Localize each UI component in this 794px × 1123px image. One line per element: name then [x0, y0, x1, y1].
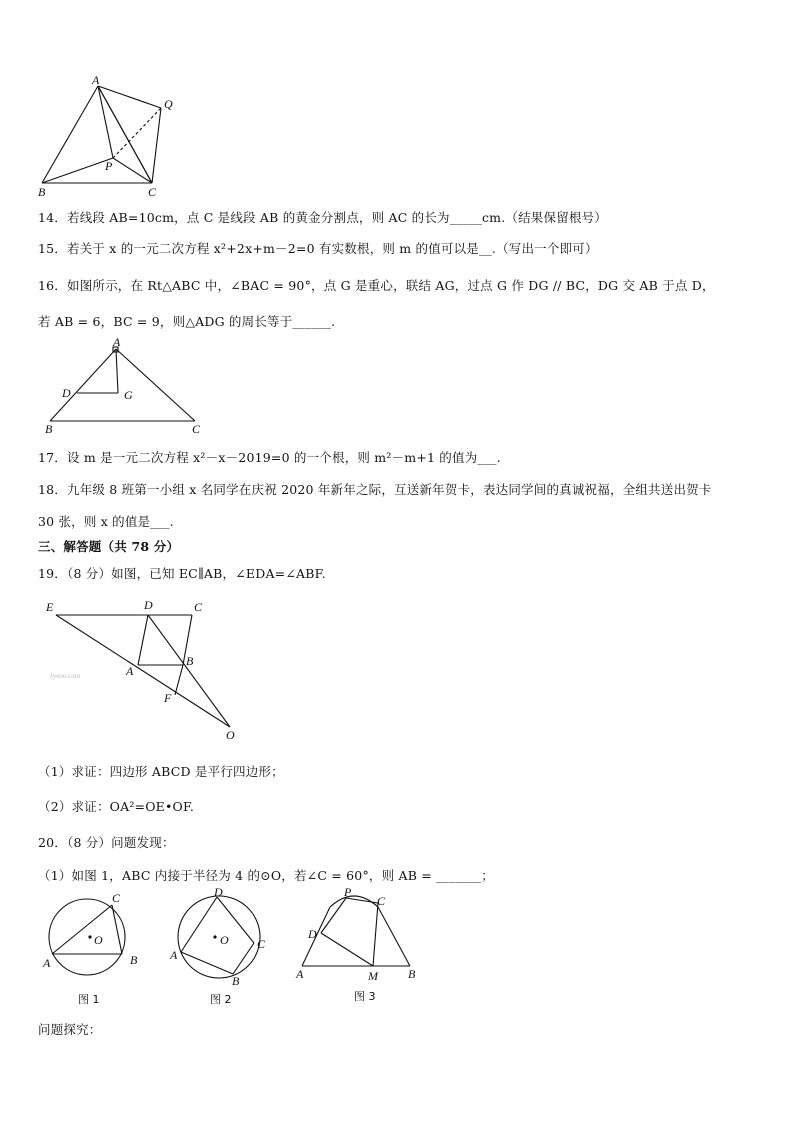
label-c: C	[194, 600, 203, 614]
explore-heading: 问题探究：	[38, 1022, 102, 1037]
question-18-line-1: 18．九年级 8 班第一小组 x 名同学在庆祝 2020 年新年之际，互送新年贺卡，表达同学间的真诚祝福，全组共送出贺卡	[38, 482, 712, 497]
label-f: F	[164, 691, 172, 705]
question-18-line-2: 30 张，则 x 的值是___.	[38, 514, 174, 529]
label-c: C	[192, 422, 201, 436]
c3-label-a: A	[296, 967, 304, 981]
label-d: D	[62, 386, 71, 400]
label-p: P	[105, 159, 113, 173]
c3-label-c: C	[377, 894, 386, 908]
question-17: 17．设 m 是一元二次方程 x²－x－2019=0 的一个根，则 m²－m+1 的值为___.	[38, 450, 501, 465]
watermark: Jyeoo.com	[50, 672, 81, 680]
c1-label-b: B	[130, 953, 138, 967]
label-b: B	[38, 185, 46, 199]
question-16-line-1: 16．如图所示，在 Rt△ABC 中，∠BAC = 90°，点 G 是重心，联结 AG，过点 G 作 DG // BC，DG 交 AB 于点 D，	[38, 278, 715, 293]
c1-label-c: C	[112, 891, 121, 905]
label-q: Q	[164, 97, 173, 111]
question-15: 15．若关于 x 的一元二次方程 x²+2x+m－2=0 有实数根，则 m 的值可以是__.（写出一个即可）	[38, 241, 598, 256]
c2-label-b: B	[232, 974, 240, 988]
caption-fig-1: 图 1	[78, 993, 100, 1006]
figure-triangle-pq	[30, 70, 190, 200]
c1-label-a: A	[43, 956, 51, 970]
label-a: A	[92, 73, 100, 87]
label-d: D	[144, 598, 153, 612]
question-19: 19．（8 分）如图，已知 EC∥AB，∠EDA=∠ABF.	[38, 566, 326, 581]
figure-right-triangle-dg	[40, 335, 215, 440]
question-16-line-2: 若 AB = 6，BC = 9，则△ADG 的周长等于______.	[38, 314, 336, 329]
c3-label-m: M	[368, 969, 378, 983]
question-14: 14．若线段 AB=10cm，点 C 是线段 AB 的黄金分割点，则 AC 的长为_____cm.（结果保留根号）	[38, 210, 608, 225]
c1-label-o: O	[94, 933, 103, 947]
figure-circles	[38, 885, 428, 1010]
question-20-part-1: （1）如图 1，ABC 内接于半径为 4 的⊙O，若∠C = 60°，则 AB = _______；	[38, 868, 494, 883]
section-three-heading: 三、解答题（共 78 分）	[38, 539, 180, 554]
label-g: G	[124, 388, 133, 402]
c2-label-c: C	[257, 937, 266, 951]
question-20: 20．（8 分）问题发现：	[38, 835, 175, 850]
label-o: O	[226, 728, 235, 742]
label-a: A	[113, 335, 121, 349]
c3-label-d: D	[308, 927, 317, 941]
c2-label-a: A	[170, 948, 178, 962]
c3-label-p: P	[344, 885, 352, 899]
c2-label-o: O	[220, 933, 229, 947]
label-b: B	[186, 654, 194, 668]
label-e: E	[46, 600, 54, 614]
figure-parallelogram-eo	[40, 595, 250, 745]
label-c: C	[148, 185, 157, 199]
caption-fig-2: 图 2	[210, 993, 232, 1006]
question-19-part-2: （2）求证：OA²=OE•OF.	[38, 799, 195, 814]
c2-label-d: D	[214, 885, 223, 899]
label-b: B	[45, 422, 53, 436]
label-a: A	[126, 664, 134, 678]
c3-label-b: B	[408, 967, 416, 981]
caption-fig-3: 图 3	[354, 990, 376, 1003]
question-19-part-1: （1）求证：四边形 ABCD 是平行四边形；	[38, 764, 284, 779]
